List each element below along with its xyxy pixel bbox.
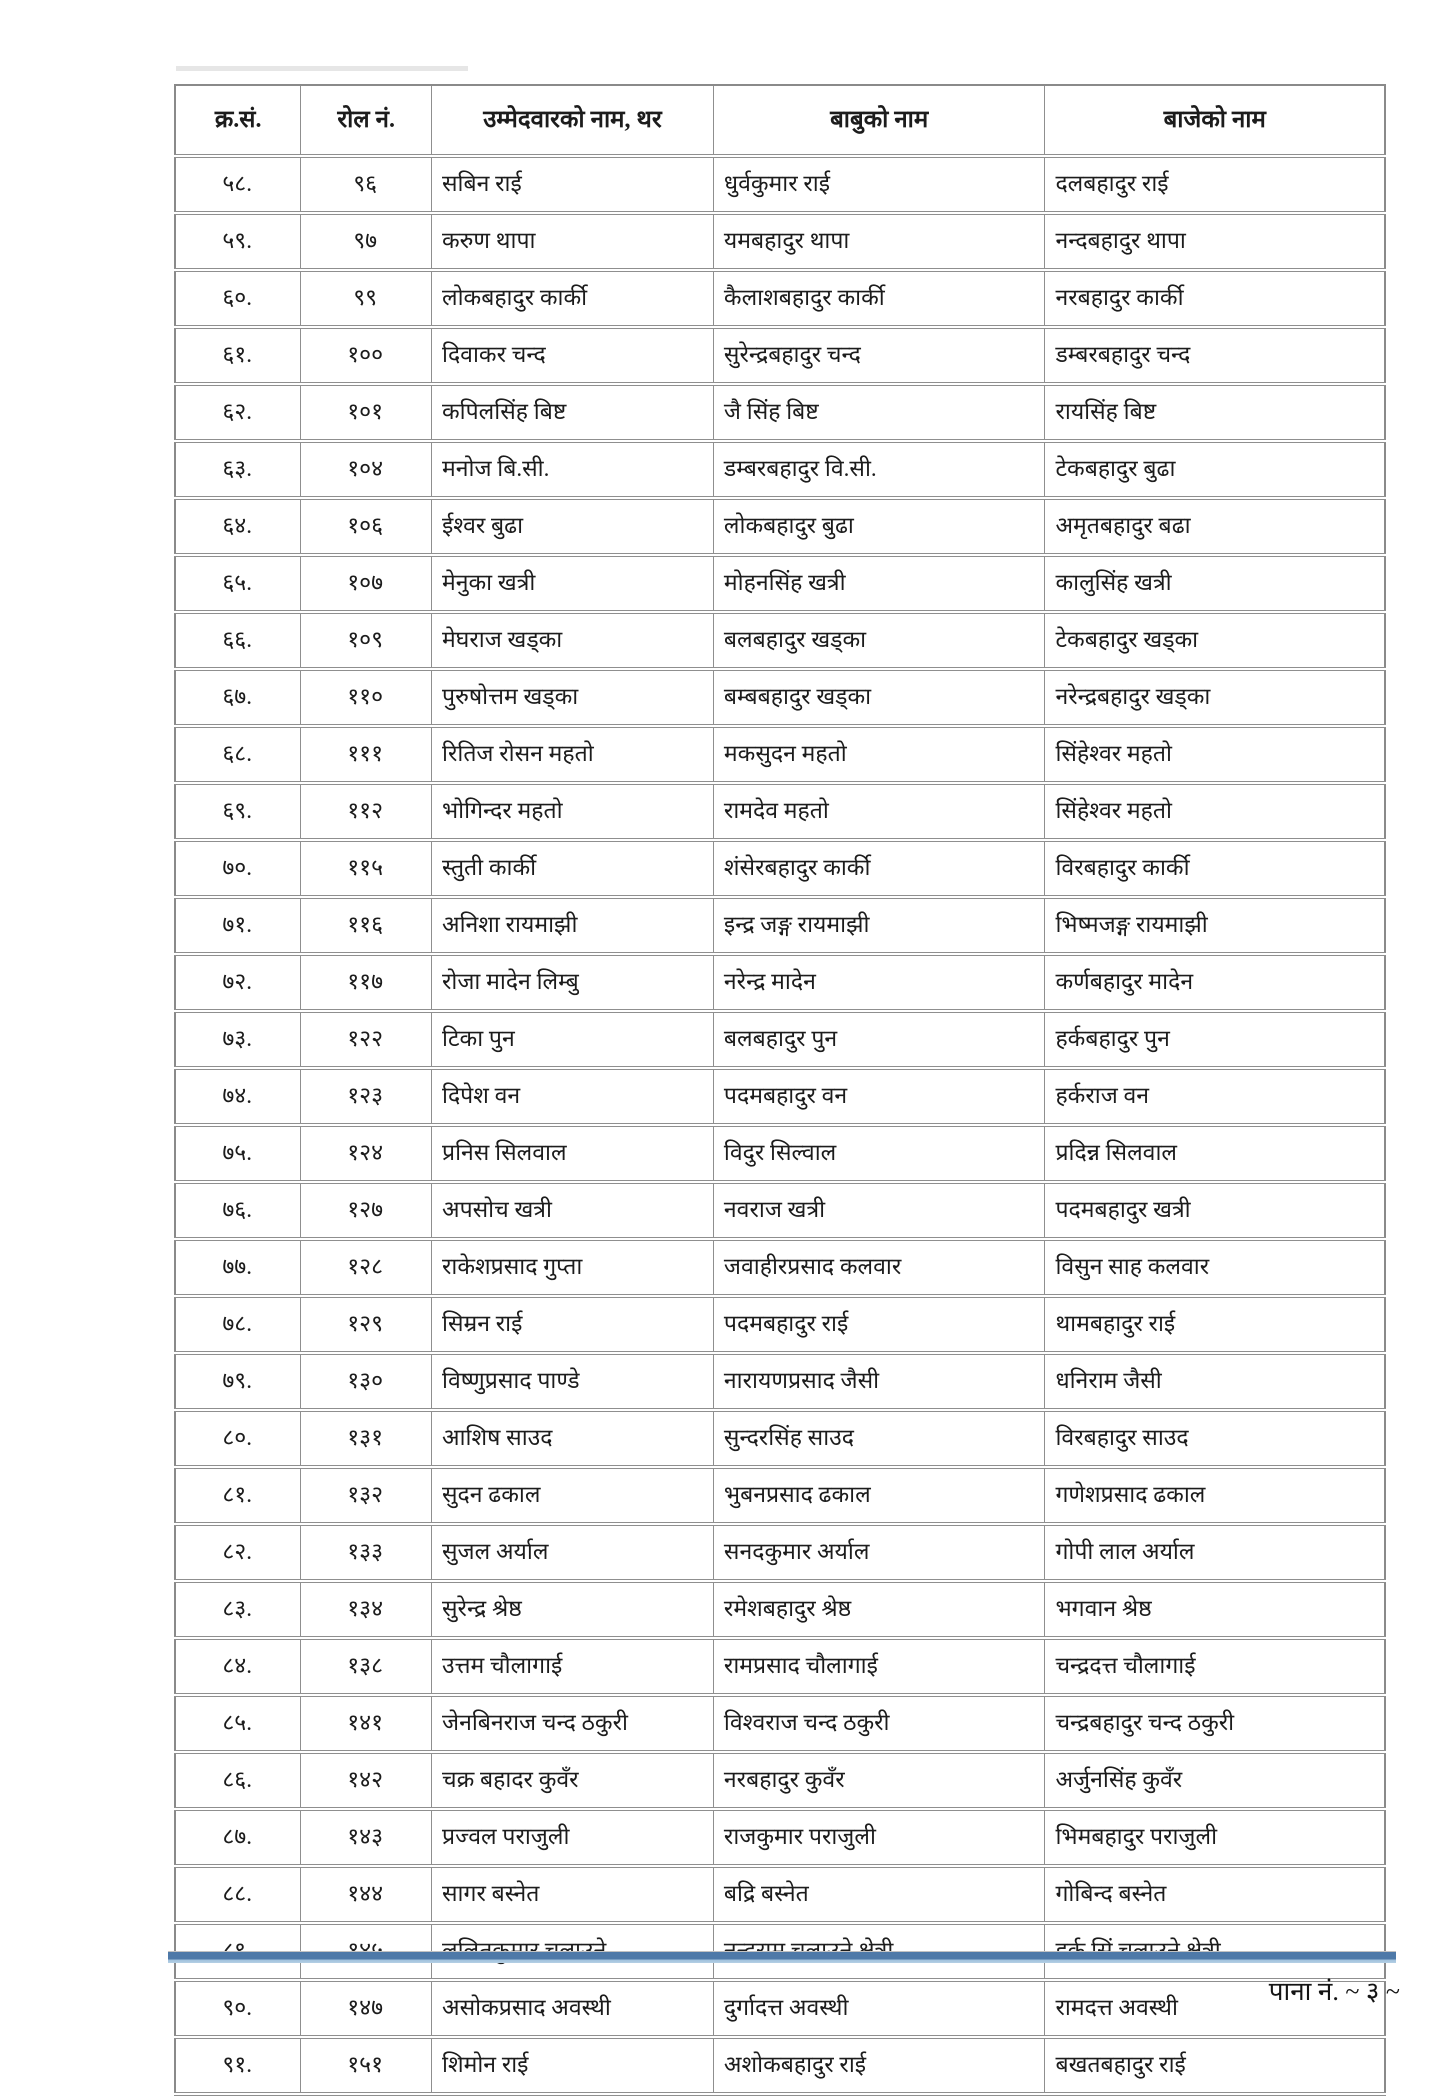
cell-roll-number: १००	[301, 327, 432, 384]
cell-grandfather-name: चन्द्रबहादुर चन्द ठकुरी	[1045, 1695, 1385, 1752]
cell-candidate-name: सबिन राई	[432, 156, 714, 213]
cell-grandfather-name: पदमबहादुर खत्री	[1045, 1182, 1385, 1239]
cell-father-name: डम्बरबहादुर वि.सी.	[713, 441, 1045, 498]
cell-grandfather-name: नरेन्द्रबहादुर खड्का	[1045, 669, 1385, 726]
cell-serial-number: ८१.	[175, 1467, 301, 1524]
cell-grandfather-name: अमृतबहादुर बढा	[1045, 498, 1385, 555]
cell-candidate-name: विष्णुप्रसाद पाण्डे	[432, 1353, 714, 1410]
cell-serial-number: ६४.	[175, 498, 301, 555]
table-row	[175, 1182, 1385, 1239]
cell-candidate-name: ईश्वर बुढा	[432, 498, 714, 555]
table-row	[175, 1980, 1385, 2037]
cell-roll-number: ११७	[301, 954, 432, 1011]
cell-candidate-name: सुदन ढकाल	[432, 1467, 714, 1524]
cell-serial-number: ८५.	[175, 1695, 301, 1752]
cell-candidate-name: अपसोच खत्री	[432, 1182, 714, 1239]
cell-candidate-name: भोगिन्दर महतो	[432, 783, 714, 840]
table-row	[175, 840, 1385, 897]
cell-serial-number: ६३.	[175, 441, 301, 498]
cell-candidate-name: पुरुषोत्तम खड्का	[432, 669, 714, 726]
cell-roll-number: १३४	[301, 1581, 432, 1638]
cell-father-name: रामप्रसाद चौलागाई	[713, 1638, 1045, 1695]
cell-grandfather-name: टेकबहादुर बुढा	[1045, 441, 1385, 498]
cell-serial-number: ७३.	[175, 1011, 301, 1068]
table-row	[175, 1695, 1385, 1752]
cell-roll-number: १०१	[301, 384, 432, 441]
cell-father-name: इन्द्र जङ्ग रायमाझी	[713, 897, 1045, 954]
cell-candidate-name: दिपेश वन	[432, 1068, 714, 1125]
cell-father-name: मकसुदन महतो	[713, 726, 1045, 783]
cell-father-name: रामदेव महतो	[713, 783, 1045, 840]
cell-father-name: धुर्वकुमार राई	[713, 156, 1045, 213]
cell-grandfather-name: रायसिंह बिष्ट	[1045, 384, 1385, 441]
cell-grandfather-name: विसुन साह कलवार	[1045, 1239, 1385, 1296]
table-row	[175, 441, 1385, 498]
cell-serial-number: ८३.	[175, 1581, 301, 1638]
table-row	[175, 669, 1385, 726]
header-grandfather-name: बाजेको नाम	[1045, 85, 1385, 156]
cell-grandfather-name: दलबहादुर राई	[1045, 156, 1385, 213]
cell-roll-number: ९६	[301, 156, 432, 213]
cell-candidate-name: सागर बस्नेत	[432, 1866, 714, 1923]
cell-roll-number: १२९	[301, 1296, 432, 1353]
table-row	[175, 1752, 1385, 1809]
cell-roll-number: १४३	[301, 1809, 432, 1866]
table-row	[175, 498, 1385, 555]
cell-candidate-name: कपिलसिंह बिष्ट	[432, 384, 714, 441]
cell-serial-number: ५९.	[175, 213, 301, 270]
table-row	[175, 1866, 1385, 1923]
cell-roll-number: ९७	[301, 213, 432, 270]
header-father-name: बाबुको नाम	[713, 85, 1045, 156]
cell-serial-number: ७१.	[175, 897, 301, 954]
cell-father-name: कैलाशबहादुर कार्की	[713, 270, 1045, 327]
bottom-divider-bar	[168, 1951, 1396, 1963]
cell-grandfather-name: विरबहादुर कार्की	[1045, 840, 1385, 897]
cell-candidate-name: सुरेन्द्र श्रेष्ठ	[432, 1581, 714, 1638]
cell-roll-number: १३२	[301, 1467, 432, 1524]
cell-serial-number: ८८.	[175, 1866, 301, 1923]
cell-father-name: नरेन्द्र मादेन	[713, 954, 1045, 1011]
cell-father-name: जै सिंह बिष्ट	[713, 384, 1045, 441]
cell-father-name: बलबहादुर पुन	[713, 1011, 1045, 1068]
candidate-roster-table	[174, 84, 1386, 2096]
cell-roll-number: १४७	[301, 1980, 432, 2037]
cell-father-name: नरबहादुर कुवँर	[713, 1752, 1045, 1809]
cell-serial-number: ७९.	[175, 1353, 301, 1410]
cell-serial-number: ६९.	[175, 783, 301, 840]
table-row	[175, 1296, 1385, 1353]
cell-roll-number: १२३	[301, 1068, 432, 1125]
table-row	[175, 726, 1385, 783]
cell-grandfather-name: भिष्मजङ्ग रायमाझी	[1045, 897, 1385, 954]
cell-candidate-name: रितिज रोसन महतो	[432, 726, 714, 783]
cell-father-name: नवराज खत्री	[713, 1182, 1045, 1239]
cell-serial-number: ६७.	[175, 669, 301, 726]
cell-candidate-name: जेनबिनराज चन्द ठकुरी	[432, 1695, 714, 1752]
cell-candidate-name: रोजा मादेन लिम्बु	[432, 954, 714, 1011]
cell-serial-number: ६१.	[175, 327, 301, 384]
cell-grandfather-name: सिंहेश्वर महतो	[1045, 783, 1385, 840]
cell-roll-number: ९९	[301, 270, 432, 327]
table-row	[175, 270, 1385, 327]
cell-grandfather-name: भगवान श्रेष्ठ	[1045, 1581, 1385, 1638]
cell-serial-number: ९१.	[175, 2037, 301, 2094]
cell-father-name: भुबनप्रसाद ढकाल	[713, 1467, 1045, 1524]
cell-candidate-name: शिमोन राई	[432, 2037, 714, 2094]
cell-serial-number: ६८.	[175, 726, 301, 783]
table-row	[175, 1638, 1385, 1695]
cell-grandfather-name: चन्द्रदत्त चौलागाई	[1045, 1638, 1385, 1695]
cell-father-name: पदमबहादुर वन	[713, 1068, 1045, 1125]
table-row	[175, 1524, 1385, 1581]
table-row	[175, 1581, 1385, 1638]
header-serial-number: क्र.सं.	[175, 85, 301, 156]
cell-roll-number: ११०	[301, 669, 432, 726]
table-row	[175, 954, 1385, 1011]
cell-grandfather-name: कालुसिंह खत्री	[1045, 555, 1385, 612]
cell-grandfather-name: गोबिन्द बस्नेत	[1045, 1866, 1385, 1923]
cell-roll-number: १४४	[301, 1866, 432, 1923]
cell-grandfather-name: गणेशप्रसाद ढकाल	[1045, 1467, 1385, 1524]
cell-roll-number: १०७	[301, 555, 432, 612]
cell-roll-number: ११६	[301, 897, 432, 954]
cell-serial-number: ६२.	[175, 384, 301, 441]
cell-roll-number: ११५	[301, 840, 432, 897]
cell-candidate-name: दिवाकर चन्द	[432, 327, 714, 384]
table-row	[175, 156, 1385, 213]
cell-candidate-name: लोकबहादुर कार्की	[432, 270, 714, 327]
cell-roll-number: १०४	[301, 441, 432, 498]
cell-serial-number: ५८.	[175, 156, 301, 213]
cell-roll-number: १२७	[301, 1182, 432, 1239]
cell-roll-number: ११२	[301, 783, 432, 840]
cell-roll-number: १२४	[301, 1125, 432, 1182]
cell-grandfather-name: नरबहादुर कार्की	[1045, 270, 1385, 327]
cell-roll-number: १२२	[301, 1011, 432, 1068]
cell-candidate-name: असोकप्रसाद अवस्थी	[432, 1980, 714, 2037]
cell-serial-number: ७०.	[175, 840, 301, 897]
cell-serial-number: ७६.	[175, 1182, 301, 1239]
cell-serial-number: ७४.	[175, 1068, 301, 1125]
cell-father-name: राजकुमार पराजुली	[713, 1809, 1045, 1866]
cell-candidate-name: चक्र बहादर कुवँर	[432, 1752, 714, 1809]
cell-serial-number: ८४.	[175, 1638, 301, 1695]
cell-candidate-name: प्रज्वल पराजुली	[432, 1809, 714, 1866]
cell-father-name: विश्वराज चन्द ठकुरी	[713, 1695, 1045, 1752]
cell-father-name: रमेशबहादुर श्रेष्ठ	[713, 1581, 1045, 1638]
table-row	[175, 1410, 1385, 1467]
cell-roll-number: १५१	[301, 2037, 432, 2094]
cell-roll-number: १३१	[301, 1410, 432, 1467]
cell-grandfather-name: सिंहेश्वर महतो	[1045, 726, 1385, 783]
cell-father-name: यमबहादुर थापा	[713, 213, 1045, 270]
cell-candidate-name: मेनुका खत्री	[432, 555, 714, 612]
cell-serial-number: ९०.	[175, 1980, 301, 2037]
cell-grandfather-name: हर्कबहादुर पुन	[1045, 1011, 1385, 1068]
table-row	[175, 213, 1385, 270]
table-row	[175, 783, 1385, 840]
cell-candidate-name: स्तुती कार्की	[432, 840, 714, 897]
cell-serial-number: ८२.	[175, 1524, 301, 1581]
cell-candidate-name: टिका पुन	[432, 1011, 714, 1068]
cell-grandfather-name: रामदत्त अवस्थी	[1045, 1980, 1385, 2037]
cell-father-name: अशोकबहादुर राई	[713, 2037, 1045, 2094]
cell-grandfather-name: हर्कराज वन	[1045, 1068, 1385, 1125]
cell-father-name: बद्रि बस्नेत	[713, 1866, 1045, 1923]
cell-candidate-name: सिम्रन राई	[432, 1296, 714, 1353]
header-roll-number: रोल नं.	[301, 85, 432, 156]
cell-roll-number: १३८	[301, 1638, 432, 1695]
cell-grandfather-name: टेकबहादुर खड्का	[1045, 612, 1385, 669]
table-row	[175, 1353, 1385, 1410]
header-candidate-name: उम्मेदवारको नाम, थर	[432, 85, 714, 156]
table-row	[175, 1011, 1385, 1068]
table-row	[175, 1125, 1385, 1182]
cell-roll-number: १३०	[301, 1353, 432, 1410]
cell-father-name: लोकबहादुर बुढा	[713, 498, 1045, 555]
cell-serial-number: ७८.	[175, 1296, 301, 1353]
cell-grandfather-name: गोपी लाल अर्याल	[1045, 1524, 1385, 1581]
cell-father-name: पदमबहादुर राई	[713, 1296, 1045, 1353]
page-number-footer: पाना नं. ~ ३ ~	[1268, 1977, 1400, 2006]
cell-father-name: सुरेन्द्रबहादुर चन्द	[713, 327, 1045, 384]
cell-candidate-name: मेघराज खड्का	[432, 612, 714, 669]
table-row	[175, 327, 1385, 384]
cell-serial-number: ७५.	[175, 1125, 301, 1182]
cell-father-name: दुर्गादत्त अवस्थी	[713, 1980, 1045, 2037]
cell-father-name: नारायणप्रसाद जैसी	[713, 1353, 1045, 1410]
cell-serial-number: ८६.	[175, 1752, 301, 1809]
cell-grandfather-name: डम्बरबहादुर चन्द	[1045, 327, 1385, 384]
cell-grandfather-name: कर्णबहादुर मादेन	[1045, 954, 1385, 1011]
cell-serial-number: ७२.	[175, 954, 301, 1011]
cell-roll-number: १०६	[301, 498, 432, 555]
cell-father-name: मोहनसिंह खत्री	[713, 555, 1045, 612]
cell-serial-number: ८०.	[175, 1410, 301, 1467]
cell-serial-number: ६६.	[175, 612, 301, 669]
cell-father-name: बलबहादुर खड्का	[713, 612, 1045, 669]
cell-roll-number: १३३	[301, 1524, 432, 1581]
table-row	[175, 384, 1385, 441]
cell-grandfather-name: भिमबहादुर पराजुली	[1045, 1809, 1385, 1866]
table-row	[175, 1467, 1385, 1524]
cell-serial-number: ७७.	[175, 1239, 301, 1296]
cell-grandfather-name: थामबहादुर राई	[1045, 1296, 1385, 1353]
cell-serial-number: ६०.	[175, 270, 301, 327]
scan-artifact-line	[176, 66, 468, 71]
table-header-row	[175, 85, 1385, 156]
cell-grandfather-name: विरबहादुर साउद	[1045, 1410, 1385, 1467]
cell-candidate-name: राकेशप्रसाद गुप्ता	[432, 1239, 714, 1296]
table-row	[175, 612, 1385, 669]
cell-candidate-name: मनोज बि.सी.	[432, 441, 714, 498]
cell-roll-number: १२८	[301, 1239, 432, 1296]
cell-roll-number: १११	[301, 726, 432, 783]
cell-grandfather-name: प्रदिन्न सिलवाल	[1045, 1125, 1385, 1182]
table-body	[175, 156, 1385, 2094]
table-row	[175, 2037, 1385, 2094]
cell-roll-number: १४२	[301, 1752, 432, 1809]
table-row	[175, 1239, 1385, 1296]
cell-father-name: सुन्दरसिंह साउद	[713, 1410, 1045, 1467]
table-row	[175, 897, 1385, 954]
cell-serial-number: ६५.	[175, 555, 301, 612]
cell-candidate-name: करुण थापा	[432, 213, 714, 270]
table-row	[175, 1068, 1385, 1125]
cell-father-name: सनदकुमार अर्याल	[713, 1524, 1045, 1581]
cell-father-name: विदुर सिल्वाल	[713, 1125, 1045, 1182]
cell-candidate-name: अनिशा रायमाझी	[432, 897, 714, 954]
table-row	[175, 555, 1385, 612]
cell-serial-number: ८७.	[175, 1809, 301, 1866]
cell-grandfather-name: नन्दबहादुर थापा	[1045, 213, 1385, 270]
cell-candidate-name: प्रनिस सिलवाल	[432, 1125, 714, 1182]
cell-roll-number: १०९	[301, 612, 432, 669]
cell-candidate-name: आशिष साउद	[432, 1410, 714, 1467]
cell-father-name: शंसेरबहादुर कार्की	[713, 840, 1045, 897]
cell-roll-number: १४१	[301, 1695, 432, 1752]
cell-grandfather-name: अर्जुनसिंह कुवँर	[1045, 1752, 1385, 1809]
table-row	[175, 1809, 1385, 1866]
cell-father-name: बम्बबहादुर खड्का	[713, 669, 1045, 726]
cell-grandfather-name: बखतबहादुर राई	[1045, 2037, 1385, 2094]
cell-candidate-name: सुजल अर्याल	[432, 1524, 714, 1581]
cell-father-name: जवाहीरप्रसाद कलवार	[713, 1239, 1045, 1296]
cell-grandfather-name: धनिराम जैसी	[1045, 1353, 1385, 1410]
cell-candidate-name: उत्तम चौलागाई	[432, 1638, 714, 1695]
